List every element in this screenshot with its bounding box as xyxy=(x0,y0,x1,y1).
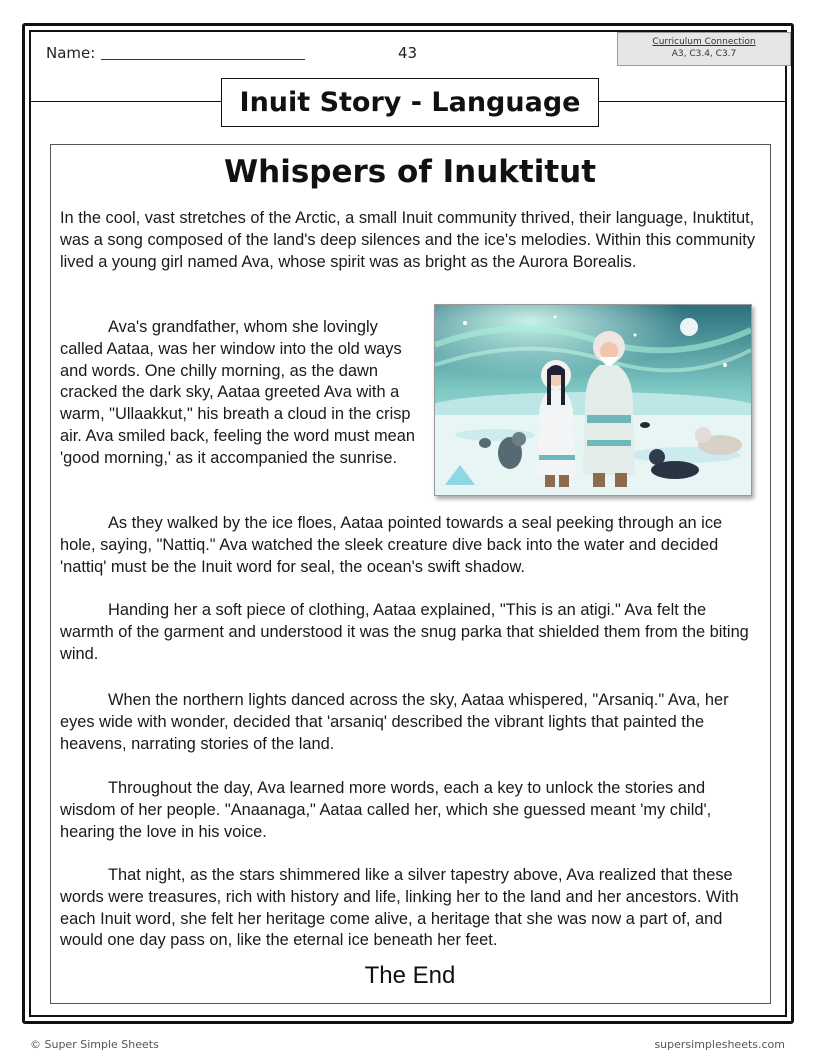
curriculum-title: Curriculum Connection xyxy=(652,37,756,47)
footer-copyright: © Super Simple Sheets xyxy=(30,1038,159,1051)
name-label: Name: xyxy=(46,44,96,62)
curriculum-connection-box xyxy=(617,32,791,66)
story-ending: The End xyxy=(364,962,456,989)
name-field[interactable] xyxy=(46,44,305,62)
story-paragraph-5: When the northern lights danced across the sky, Aataa whispered, "Arsaniq." Ava, her eyes wide with wonder, decided that 'arsaniq' described the vibrant lights that painted the heavens, narrating stories of the land. xyxy=(60,691,729,753)
story-illustration xyxy=(434,304,752,496)
footer-website-link[interactable]: supersimplesheets.com xyxy=(654,1038,785,1051)
worksheet-title: Inuit Story - Language xyxy=(221,78,599,127)
story-paragraph-2: Ava's grandfather, whom she lovingly called Aataa, was her window into the old ways and words. One chilly morning, as the dawn cracked the dark sky, Aataa greeted Ava with a warm, "Ullaakkut," his breath a cloud in the crisp air. Ava smiled back, feeling the word must mean 'good morning,' as it accompanied the sunrise. xyxy=(60,318,416,467)
story-paragraph-3: As they walked by the ice floes, Aataa pointed towards a seal peeking through an ice hole, saying, "Nattiq." Ava watched the sleek creature dive back into the water and decided 'nattiq' must be the Inuit word for seal, the ocean's swift shadow. xyxy=(60,514,723,576)
curriculum-codes: A3, C3.4, C3.7 xyxy=(671,49,737,59)
story-title: Whispers of Inuktitut xyxy=(223,154,597,190)
name-blank-line[interactable] xyxy=(101,45,305,60)
story-paragraph-1: In the cool, vast stretches of the Arctic, a small Inuit community thrived, their language, Inuktitut, was a song composed of the land's deep silences and the ice's melodies. Within this community lived a young girl named Ava, whose spirit was as bright as the Aurora Borealis. xyxy=(60,209,756,271)
story-paragraph-6: Throughout the day, Ava learned more words, each a key to unlock the stories and wisdom of her people. "Anaanaga," Aataa called her, which she guessed meant 'my child', hearing the love in his voice. xyxy=(60,779,712,841)
page-number: 43 xyxy=(398,44,418,62)
story-paragraph-7: That night, as the stars shimmered like a silver tapestry above, Ava realized that these words were treasures, rich with history and life, linking her to the land and her ancestors. With each Inuit word, she felt her heritage come alive, a heritage that she was now a part of, and would one day pass on, like the eternal ice beneath her feet. xyxy=(60,866,739,950)
story-paragraph-4: Handing her a soft piece of clothing, Aataa explained, "This is an atigi." Ava felt the warmth of the garment and understood it was the snug parka that shielded them from the biting wind. xyxy=(60,601,749,663)
